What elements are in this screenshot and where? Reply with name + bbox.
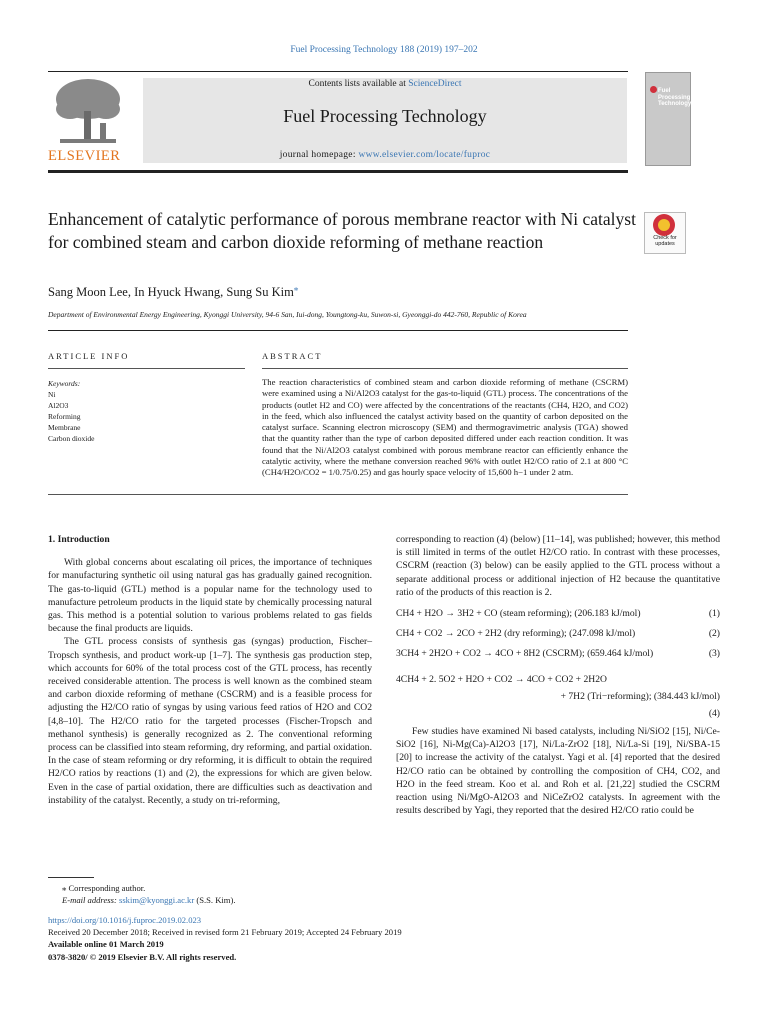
header-rule xyxy=(48,71,628,72)
masthead-rule xyxy=(48,170,628,173)
keyword-item: Membrane xyxy=(48,423,81,432)
contents-prefix: Contents lists available at xyxy=(308,79,409,89)
article-history xyxy=(48,914,548,963)
copyright: 0378-3820/ © 2019 Elsevier B.V. All rights reserved. xyxy=(48,951,237,962)
journal-homepage xyxy=(143,150,627,160)
body-column-left xyxy=(48,533,372,807)
section-heading: 1. Introduction xyxy=(48,534,110,545)
email-label: E-mail address: xyxy=(62,895,119,905)
keyword-item: Ni xyxy=(48,390,56,399)
cover-logo-icon xyxy=(650,86,657,93)
elsevier-wordmark: ELSEVIER xyxy=(48,148,121,164)
abstract-rule xyxy=(262,368,628,369)
journal-title: Fuel Processing Technology xyxy=(283,106,487,126)
body-paragraph: The GTL process consists of synthesis gas (syngas) production, Fischer–Tropsch synthesis, and product work-up [1–7]. The synthesis gas production step, which accounts for 60% of the total process cost of the GTL process, has recently received considerable attention. The process is well known as the combined steam and carbon dioxide reforming of methane (CSCRM) and is a feasible process for adjusting the H2/CO ratio of syngas by using various feed ratios of H2O and CO2 [4,8–10]. The H2/CO ratio for the targeted processes (Fischer-Tropsch and methanol synthesis) is generally recognized as 2. The conventional reforming process can be classified into steam reforming, dry reforming, and partial oxidation. In the case of steam reforming or dry reforming, it is difficult to obtain the required H2/CO ratios by reactions (1) and (2), the expressions for which are given below. Even in the case of partial oxidation, there are difficulties such as deactivation and instability of the catalyst. Recently, a study on tri-reforming, xyxy=(48,636,372,806)
homepage-link[interactable]: www.elsevier.com/locate/fuproc xyxy=(358,150,491,160)
journal-reference[interactable]: Fuel Processing Technology 188 (2019) 197–202 xyxy=(290,45,478,55)
front-matter-end-rule xyxy=(48,494,628,495)
authors: Sang Moon Lee, In Hyuck Hwang, Sung Su Kim xyxy=(48,285,294,299)
footnote xyxy=(48,882,378,906)
equation-3 xyxy=(396,647,720,673)
equation-number: (1) xyxy=(708,608,720,620)
equation-text: CH4 + CO2 → 2CO + 2H2 (dry reforming); (247.098 kJ/mol) xyxy=(396,628,636,640)
affiliation: Department of Environmental Energy Engineering, Kyonggi University, 94-6 San, Iui-dong, Youngtong-ku, Suwon-si, Gyeonggi-do 442-760, Republic of Korea xyxy=(48,310,527,319)
equation-text: 3CH4 + 2H2O + CO2 → 4CO + 8H2 (CSCRM); (659.464 kJ/mol) xyxy=(396,648,654,660)
body-paragraph: With global concerns about escalating oil prices, the importance of techniques for manufacturing synthetic oil using natural gas has gradually gained recognition. The gas-to-liquid (GTL) method is a popular name for the technology used to manufacture petroleum products in the liquid state by chemically processing natural gas. This method is a potential solution to various problems related to gas fields because the final products are liquids. xyxy=(48,557,372,635)
doi-link[interactable]: https://doi.org/10.1016/j.fuproc.2019.02.023 xyxy=(48,915,202,925)
keywords-label: Keywords: xyxy=(48,379,81,388)
abstract-text: The reaction characteristics of combined steam and carbon dioxide reforming of methane (CSCRM) were examined using a Ni/Al2O3 catalyst for the gas-to-liquid (GTL) process. The concentrations of the products (outlet H2 and CO) were affected by the concentrations of the reactants (CH4, H2O, and CO2) in the feed, which also influenced the catalyst activity based on the quantity of carbon deposited on the catalyst surface. Scanning electron microscopy (SEM) and thermogravimetric analysis (TGA) showed that the quantity rather than the type of carbon deposited differed under each reaction condition. It was found that the Ni/Al2O3 catalyst combined with porous membrane reactor can efficiently enhance the catalytic activity, where the methane conversion reached 96% with outlet H2/CO ratio of 2.1 at 800 °C (CH4/H2O/CO2 = 1/0.75/0.25) and gas hourly space velocity of 15,600 h−1 under 2 atm. xyxy=(262,377,628,478)
body-column-right xyxy=(396,533,720,817)
affiliation-rule xyxy=(48,330,628,331)
corresponding-author-mark[interactable]: ⁎ xyxy=(293,282,299,293)
corresponding-author-note: ⁎ Corresponding author. xyxy=(62,883,146,893)
received-dates: Received 20 December 2018; Received in revised form 21 February 2019; Accepted 24 February 2019 xyxy=(48,927,402,938)
article-info-rule xyxy=(48,368,245,369)
homepage-prefix: journal homepage: xyxy=(279,150,359,160)
footnote-rule xyxy=(48,877,94,878)
contents-line xyxy=(143,79,627,89)
equation-number: (3) xyxy=(708,648,720,660)
equation-text: CH4 + H2O → 3H2 + CO (steam reforming); (206.183 kJ/mol) xyxy=(396,608,641,620)
email-link[interactable]: sskim@kyonggi.ac.kr xyxy=(118,895,195,905)
keyword-item: Reforming xyxy=(48,412,81,421)
abstract-heading: ABSTRACT xyxy=(262,351,323,361)
equation-text: 4CH4 + 2. 5O2 + H2O + CO2 → 4CO + CO2 + 2H2O xyxy=(396,674,607,686)
crossmark-inner-icon xyxy=(658,219,670,231)
equation-2 xyxy=(396,627,720,647)
email-line xyxy=(48,894,378,906)
corresponding-label: Corresponding author. xyxy=(68,883,146,893)
body-paragraph: corresponding to reaction (4) (below) [11–14], was published; however, this method is still limited in terms of the outlet H2/CO ratio. In contrast with these processes, CSCRM (reaction (3) below) can be easily applied to the GTL process without a separate additional process or additional injection of H2 because the quantitative ratio of the products of this reaction is 2. xyxy=(396,534,720,598)
cover-title: Fuel Processing Technology xyxy=(658,88,692,107)
keyword-item: Al2O3 xyxy=(48,401,69,410)
crossmark-label: Check for updates xyxy=(653,235,677,247)
sciencedirect-link[interactable]: ScienceDirect xyxy=(408,79,462,89)
equation-1 xyxy=(396,607,720,627)
equation-4 xyxy=(396,673,720,725)
online-date: Available online 01 March 2019 xyxy=(48,939,164,950)
equation-continuation: + 7H2 (Tri−reforming); (384.443 kJ/mol) xyxy=(560,691,720,703)
keywords-block xyxy=(48,378,94,444)
elsevier-tree-logo xyxy=(50,75,125,151)
paper-title: Enhancement of catalytic performance of porous membrane reactor with Ni catalyst for combined steam and carbon dioxide reforming of methane reaction xyxy=(48,209,636,252)
email-suffix: (S.S. Kim). xyxy=(194,895,236,905)
body-paragraph: Few studies have examined Ni based catalysts, including Ni/SiO2 [15], Ni/Ce-SiO2 [16], Ni-Mg(Ca)-Al2O3 [17], Ni/La-ZrO2 [18], Ni/La-Si [19], Ni/SBA-15 [20] to increase the activity of the catalyst. Yagi et al. [4] reported that the desired H2/CO ratio can be obtained by controlling the composition of CH4, CO2, and H2O in the feed stream. Koo et al. and Roh et al. [21,22] studied the CSCRM reaction using Ni/MgO-Al2O3 and NiCeZrO2 catalysts. In agreement with the results described by Yagi, they reported that the desired H2/CO ratio could be xyxy=(396,726,720,817)
keyword-item: Carbon dioxide xyxy=(48,434,95,443)
equation-number: (2) xyxy=(708,628,720,640)
author-list xyxy=(48,282,299,300)
equation-number: (4) xyxy=(708,708,720,720)
article-info-heading: ARTICLE INFO xyxy=(48,351,130,361)
